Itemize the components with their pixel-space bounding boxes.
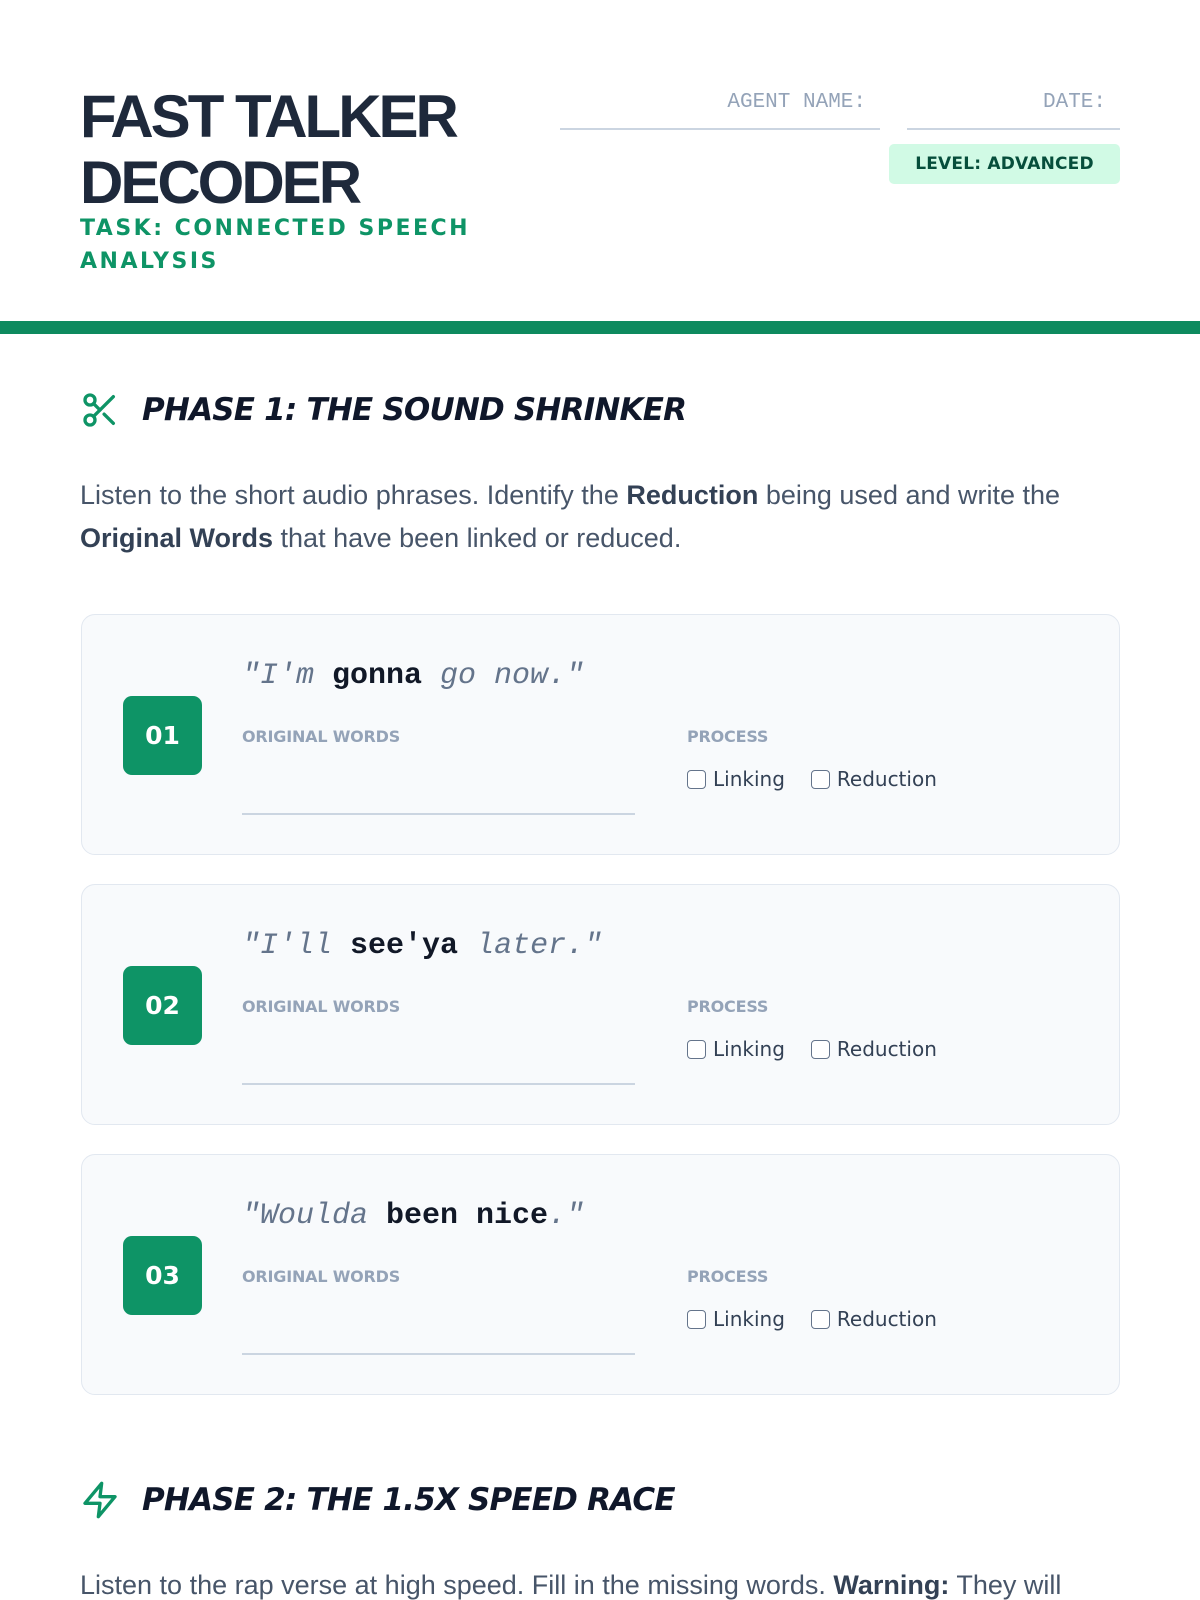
phase-2-title: PHASE 2: THE 1.5X SPEED RACE (142, 1482, 675, 1518)
exercise-phrase: "I'll see'ya later." (242, 929, 603, 963)
original-words-label: ORIGINAL WORDS (242, 727, 401, 746)
phase-1-heading (80, 390, 686, 430)
reduction-label: Reduction (836, 767, 937, 791)
process-label: PROCESS (687, 997, 769, 1016)
original-words-input[interactable] (242, 1083, 635, 1085)
linking-label: Linking (713, 1307, 785, 1331)
level-badge: LEVEL: ADVANCED (889, 144, 1120, 184)
process-label: PROCESS (687, 1267, 769, 1286)
linking-label: Linking (713, 1037, 785, 1061)
phase-2-instructions: Listen to the rap verse at high speed. Fill in the missing words. Warning: They will (80, 1570, 1062, 1600)
process-options (687, 1307, 963, 1331)
agent-name-field[interactable]: AGENT NAME: (560, 86, 880, 130)
reduction-checkbox[interactable] (811, 1040, 830, 1059)
original-words-input[interactable] (242, 1353, 635, 1355)
phase-1-instructions: Listen to the short audio phrases. Identify the Reduction being used and write the Original Words that have been linked or reduced. (80, 480, 1061, 553)
worksheet-title: FAST TALKER DECODER (80, 83, 456, 216)
reduction-option[interactable] (811, 1037, 937, 1061)
reduction-checkbox[interactable] (811, 770, 830, 789)
reduction-label: Reduction (836, 1037, 937, 1061)
linking-checkbox[interactable] (687, 1040, 706, 1059)
scissors-icon (80, 390, 120, 430)
original-words-label: ORIGINAL WORDS (242, 1267, 401, 1286)
lightning-icon (80, 1480, 120, 1520)
date-field[interactable]: DATE: (907, 86, 1120, 130)
reduction-label: Reduction (836, 1307, 937, 1331)
header-divider (0, 321, 1200, 334)
exercise-card-2 (81, 884, 1120, 1125)
linking-option[interactable] (687, 1037, 785, 1061)
task-subtitle: TASK: CONNECTED SPEECH ANALYSIS (80, 216, 471, 274)
linking-checkbox[interactable] (687, 1310, 706, 1329)
exercise-number: 02 (123, 966, 202, 1045)
exercise-card-1 (81, 614, 1120, 855)
linking-label: Linking (713, 767, 785, 791)
exercise-number: 03 (123, 1236, 202, 1315)
original-words-label: ORIGINAL WORDS (242, 997, 401, 1016)
worksheet-header (0, 0, 1200, 334)
phase-2-heading (80, 1480, 675, 1520)
process-options (687, 767, 963, 791)
linking-option[interactable] (687, 1307, 785, 1331)
process-options (687, 1037, 963, 1061)
reduction-checkbox[interactable] (811, 1310, 830, 1329)
linking-checkbox[interactable] (687, 770, 706, 789)
phase-1-title: PHASE 1: THE SOUND SHRINKER (142, 392, 687, 428)
exercise-card-3 (81, 1154, 1120, 1395)
exercise-phrase: "I'm gonna go now." (242, 659, 585, 693)
exercise-number: 01 (123, 696, 202, 775)
reduction-option[interactable] (811, 1307, 937, 1331)
reduction-option[interactable] (811, 767, 937, 791)
process-label: PROCESS (687, 727, 769, 746)
original-words-input[interactable] (242, 813, 635, 815)
linking-option[interactable] (687, 767, 785, 791)
exercise-phrase: "Woulda been nice." (242, 1199, 585, 1233)
